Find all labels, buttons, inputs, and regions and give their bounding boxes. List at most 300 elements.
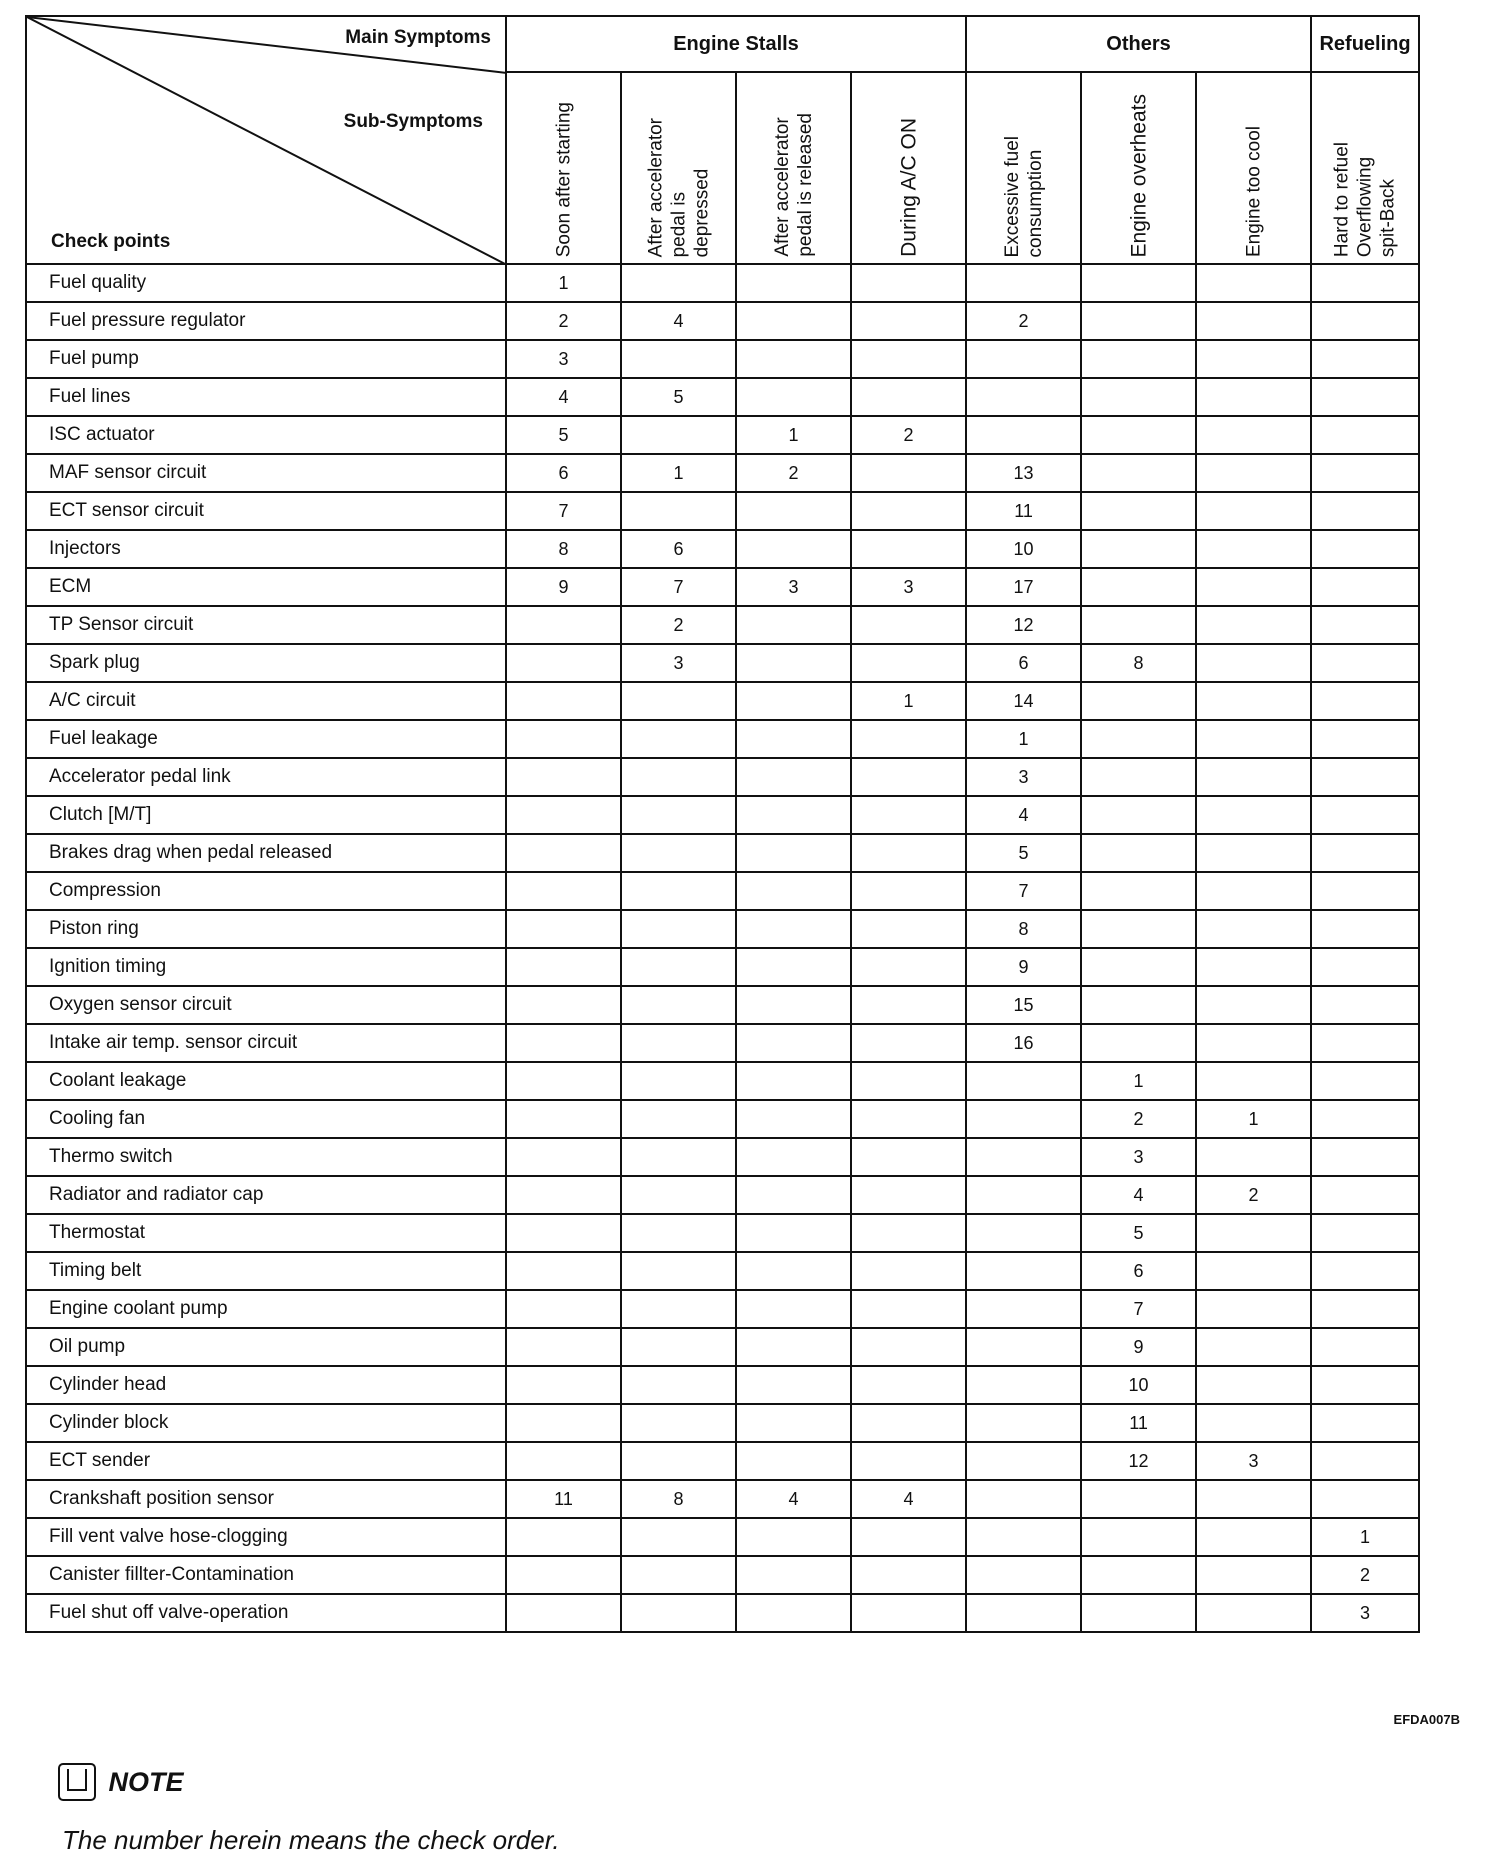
check-order-cell <box>1196 1328 1311 1366</box>
sub-symptom-line: During A/C ON <box>897 118 921 257</box>
check-order-cell <box>1081 606 1196 644</box>
check-order-cell <box>1311 644 1419 682</box>
check-order-cell <box>966 1480 1081 1518</box>
check-order-cell: 3 <box>736 568 851 606</box>
check-order-cell <box>736 1556 851 1594</box>
table-row <box>26 796 1419 834</box>
table-row <box>26 720 1419 758</box>
check-order-cell <box>966 1366 1081 1404</box>
check-order-cell <box>1081 340 1196 378</box>
table-row <box>26 1480 1419 1518</box>
check-order-cell <box>1196 1518 1311 1556</box>
check-order-cell <box>1081 948 1196 986</box>
table-row <box>26 1252 1419 1290</box>
check-point-label: TP Sensor circuit <box>26 606 506 644</box>
check-order-cell <box>506 872 621 910</box>
check-order-cell <box>1196 796 1311 834</box>
sub-symptom-line: After accelerator <box>771 117 793 257</box>
sub-symptoms-label: Sub-Symptoms <box>343 111 483 132</box>
check-order-cell <box>506 1556 621 1594</box>
check-order-cell: 5 <box>1081 1214 1196 1252</box>
check-order-cell <box>506 1328 621 1366</box>
table-row <box>26 1518 1419 1556</box>
check-order-cell <box>736 1290 851 1328</box>
check-order-cell <box>736 1062 851 1100</box>
check-order-cell <box>851 302 966 340</box>
check-order-cell <box>1196 1138 1311 1176</box>
sub-symptom-line: Engine overheats <box>1127 93 1151 257</box>
check-order-cell <box>851 378 966 416</box>
check-order-cell <box>1311 720 1419 758</box>
check-point-label: Clutch [M/T] <box>26 796 506 834</box>
sub-symptom-line: depressed <box>691 168 712 257</box>
check-order-cell <box>1311 910 1419 948</box>
check-order-cell <box>1081 834 1196 872</box>
check-order-cell <box>1311 1024 1419 1062</box>
check-order-cell: 9 <box>506 568 621 606</box>
check-order-cell: 3 <box>1196 1442 1311 1480</box>
check-order-cell <box>736 264 851 302</box>
check-order-cell <box>851 454 966 492</box>
check-point-label: Fuel pump <box>26 340 506 378</box>
check-order-cell <box>736 644 851 682</box>
check-order-cell <box>1196 492 1311 530</box>
check-order-cell <box>506 1442 621 1480</box>
check-order-cell <box>1196 340 1311 378</box>
check-order-cell: 3 <box>851 568 966 606</box>
check-point-label: Timing belt <box>26 1252 506 1290</box>
check-point-label: Fuel lines <box>26 378 506 416</box>
check-order-cell <box>1196 1556 1311 1594</box>
check-order-cell <box>1311 986 1419 1024</box>
check-order-cell <box>1311 1442 1419 1480</box>
check-order-cell <box>506 1518 621 1556</box>
check-order-cell <box>851 872 966 910</box>
check-order-cell: 8 <box>621 1480 736 1518</box>
main-symptoms-label: Main Symptoms <box>345 27 491 48</box>
table-row <box>26 986 1419 1024</box>
check-order-cell <box>621 1024 736 1062</box>
check-order-cell <box>1081 454 1196 492</box>
check-point-label: Ignition timing <box>26 948 506 986</box>
check-point-label: Injectors <box>26 530 506 568</box>
check-order-cell <box>621 1214 736 1252</box>
check-order-cell <box>736 1442 851 1480</box>
check-order-cell <box>736 1176 851 1214</box>
check-order-cell <box>1196 416 1311 454</box>
table-row <box>26 264 1419 302</box>
check-order-cell <box>1196 1024 1311 1062</box>
check-order-cell <box>851 948 966 986</box>
check-order-cell <box>736 302 851 340</box>
check-order-cell: 10 <box>966 530 1081 568</box>
check-order-cell <box>1311 302 1419 340</box>
check-order-cell <box>621 264 736 302</box>
check-order-cell <box>1311 1138 1419 1176</box>
check-order-cell <box>736 530 851 568</box>
check-order-cell: 4 <box>851 1480 966 1518</box>
check-order-cell <box>1311 1480 1419 1518</box>
check-order-cell <box>851 1062 966 1100</box>
check-order-cell <box>1196 1252 1311 1290</box>
check-order-cell: 11 <box>966 492 1081 530</box>
check-order-cell <box>736 682 851 720</box>
check-order-cell <box>1311 1176 1419 1214</box>
check-order-cell <box>621 720 736 758</box>
check-order-cell <box>1196 606 1311 644</box>
table-row <box>26 1290 1419 1328</box>
check-order-cell: 5 <box>966 834 1081 872</box>
check-order-cell: 2 <box>966 302 1081 340</box>
check-point-label: ECT sender <box>26 1442 506 1480</box>
check-order-cell: 7 <box>621 568 736 606</box>
sub-symptom-line: Overflowing <box>1354 156 1376 257</box>
check-order-cell <box>736 1404 851 1442</box>
check-point-label: ECM <box>26 568 506 606</box>
check-order-cell <box>851 1100 966 1138</box>
check-point-label: ECT sensor circuit <box>26 492 506 530</box>
check-order-cell <box>1081 1518 1196 1556</box>
check-order-cell <box>851 606 966 644</box>
check-order-cell <box>736 378 851 416</box>
table-row <box>26 872 1419 910</box>
check-order-cell <box>1196 1594 1311 1632</box>
check-order-cell <box>1311 492 1419 530</box>
check-order-cell <box>1081 1594 1196 1632</box>
check-point-label: A/C circuit <box>26 682 506 720</box>
sub-symptom-line: pedal is <box>668 191 689 257</box>
check-order-cell <box>851 1138 966 1176</box>
check-order-cell: 1 <box>736 416 851 454</box>
check-order-cell: 1 <box>1081 1062 1196 1100</box>
check-order-cell <box>506 1404 621 1442</box>
check-order-cell <box>966 1138 1081 1176</box>
check-order-cell: 15 <box>966 986 1081 1024</box>
check-order-cell <box>506 1252 621 1290</box>
check-order-cell <box>736 606 851 644</box>
sub-symptom-text <box>1331 142 1400 257</box>
check-order-cell <box>621 492 736 530</box>
check-order-cell <box>621 1062 736 1100</box>
check-order-cell <box>1081 1556 1196 1594</box>
check-order-cell <box>1196 986 1311 1024</box>
check-order-cell: 16 <box>966 1024 1081 1062</box>
table-row <box>26 834 1419 872</box>
check-order-cell <box>1196 910 1311 948</box>
check-order-cell: 4 <box>736 1480 851 1518</box>
check-order-cell <box>851 264 966 302</box>
note-text: The number herein means the check order. <box>62 1825 560 1855</box>
table-row <box>26 1442 1419 1480</box>
check-order-cell <box>506 758 621 796</box>
table-row <box>26 682 1419 720</box>
table-row <box>26 1138 1419 1176</box>
table-row <box>26 644 1419 682</box>
check-order-cell: 6 <box>966 644 1081 682</box>
check-order-cell: 2 <box>621 606 736 644</box>
check-order-cell <box>1311 948 1419 986</box>
table-row <box>26 1100 1419 1138</box>
table-row <box>26 1556 1419 1594</box>
check-order-cell <box>506 720 621 758</box>
check-order-cell <box>1311 568 1419 606</box>
check-order-cell <box>1311 378 1419 416</box>
check-order-cell <box>1196 530 1311 568</box>
check-point-label: Spark plug <box>26 644 506 682</box>
check-order-cell: 3 <box>1311 1594 1419 1632</box>
check-order-cell <box>621 834 736 872</box>
sub-symptom-text <box>552 102 575 257</box>
check-order-cell: 14 <box>966 682 1081 720</box>
sub-symptom-header <box>736 72 851 264</box>
check-order-cell <box>966 1214 1081 1252</box>
check-order-cell <box>966 1518 1081 1556</box>
check-order-cell: 4 <box>1081 1176 1196 1214</box>
check-order-cell <box>851 1518 966 1556</box>
check-order-cell <box>1196 1290 1311 1328</box>
check-order-cell <box>621 340 736 378</box>
check-order-cell: 5 <box>621 378 736 416</box>
table-row <box>26 1024 1419 1062</box>
check-order-cell <box>851 720 966 758</box>
check-order-cell <box>736 1328 851 1366</box>
check-order-cell <box>736 1518 851 1556</box>
check-order-cell <box>1311 1290 1419 1328</box>
table-row <box>26 1594 1419 1632</box>
check-order-cell <box>851 834 966 872</box>
table-row <box>26 1214 1419 1252</box>
check-point-label: Accelerator pedal link <box>26 758 506 796</box>
check-order-cell: 10 <box>1081 1366 1196 1404</box>
group-engine-stalls: Engine Stalls <box>506 16 966 72</box>
check-point-label: Coolant leakage <box>26 1062 506 1100</box>
check-order-cell <box>851 796 966 834</box>
check-order-cell <box>506 1062 621 1100</box>
check-order-cell <box>1196 758 1311 796</box>
check-order-cell <box>1081 530 1196 568</box>
check-order-cell: 4 <box>506 378 621 416</box>
check-order-cell <box>506 682 621 720</box>
check-order-cell: 1 <box>621 454 736 492</box>
group-refueling: Refueling <box>1311 16 1419 72</box>
check-order-cell: 1 <box>506 264 621 302</box>
check-order-cell <box>506 986 621 1024</box>
check-point-label: Fuel pressure regulator <box>26 302 506 340</box>
check-order-cell <box>1311 1366 1419 1404</box>
check-order-cell <box>736 986 851 1024</box>
check-points-label: Check points <box>51 231 171 252</box>
table-row <box>26 1176 1419 1214</box>
check-order-cell <box>621 910 736 948</box>
check-order-cell <box>966 1404 1081 1442</box>
check-point-label: Thermostat <box>26 1214 506 1252</box>
check-order-cell <box>1196 378 1311 416</box>
check-order-cell <box>1081 264 1196 302</box>
check-order-cell: 2 <box>851 416 966 454</box>
sub-symptom-header <box>851 72 966 264</box>
check-point-label: Fuel shut off valve-operation <box>26 1594 506 1632</box>
check-order-cell <box>621 796 736 834</box>
check-order-cell <box>1081 910 1196 948</box>
check-order-cell: 1 <box>1311 1518 1419 1556</box>
check-order-cell <box>506 910 621 948</box>
diagnosis-table <box>25 15 1420 1633</box>
check-order-cell: 8 <box>506 530 621 568</box>
check-point-label: Cylinder head <box>26 1366 506 1404</box>
sub-symptom-line: After accelerator <box>645 117 666 257</box>
check-order-cell <box>736 796 851 834</box>
table-row <box>26 378 1419 416</box>
check-order-cell <box>736 758 851 796</box>
check-order-cell <box>966 1176 1081 1214</box>
table-row <box>26 492 1419 530</box>
check-order-cell <box>1081 796 1196 834</box>
check-order-cell: 17 <box>966 568 1081 606</box>
check-order-cell <box>1311 454 1419 492</box>
check-order-cell <box>1081 416 1196 454</box>
check-order-cell <box>966 1442 1081 1480</box>
check-order-cell: 3 <box>966 758 1081 796</box>
check-order-cell <box>621 1404 736 1442</box>
check-point-label: Fuel leakage <box>26 720 506 758</box>
check-order-cell: 4 <box>621 302 736 340</box>
check-order-cell <box>1196 568 1311 606</box>
check-order-cell <box>966 1252 1081 1290</box>
check-order-cell <box>736 492 851 530</box>
check-order-cell <box>506 1138 621 1176</box>
sub-symptom-header <box>621 72 736 264</box>
check-order-cell <box>736 1366 851 1404</box>
check-order-cell <box>851 1556 966 1594</box>
check-order-cell <box>736 1138 851 1176</box>
table-row <box>26 758 1419 796</box>
check-order-cell <box>621 758 736 796</box>
check-order-cell <box>621 1518 736 1556</box>
check-order-cell: 7 <box>1081 1290 1196 1328</box>
sub-symptom-text <box>771 113 817 257</box>
check-order-cell <box>621 986 736 1024</box>
check-order-cell <box>1311 1214 1419 1252</box>
check-order-cell <box>1196 1404 1311 1442</box>
check-order-cell <box>851 1594 966 1632</box>
sub-symptom-text <box>1127 94 1150 257</box>
check-order-cell <box>1081 872 1196 910</box>
check-order-cell <box>1311 530 1419 568</box>
check-order-cell <box>1081 1480 1196 1518</box>
check-order-cell <box>506 948 621 986</box>
check-point-label: ISC actuator <box>26 416 506 454</box>
check-order-cell <box>851 986 966 1024</box>
check-order-cell <box>1196 1366 1311 1404</box>
check-order-cell <box>621 1290 736 1328</box>
check-order-cell <box>1311 682 1419 720</box>
check-order-cell <box>1196 454 1311 492</box>
check-order-cell <box>1196 1480 1311 1518</box>
check-order-cell <box>506 606 621 644</box>
sub-symptom-line: Hard to refuel <box>1331 141 1353 257</box>
book-icon <box>58 1763 96 1801</box>
check-order-cell <box>966 416 1081 454</box>
check-order-cell: 12 <box>966 606 1081 644</box>
sub-symptom-text <box>1242 126 1265 257</box>
check-order-cell <box>736 872 851 910</box>
check-order-cell <box>506 1024 621 1062</box>
check-order-cell <box>1081 720 1196 758</box>
table-row <box>26 454 1419 492</box>
check-order-cell: 1 <box>851 682 966 720</box>
check-order-cell <box>1311 1062 1419 1100</box>
check-order-cell <box>1311 1100 1419 1138</box>
check-order-cell: 1 <box>1196 1100 1311 1138</box>
check-order-cell <box>966 1062 1081 1100</box>
check-order-cell <box>506 1366 621 1404</box>
check-order-cell <box>851 1442 966 1480</box>
sub-symptom-header <box>1196 72 1311 264</box>
check-order-cell: 7 <box>966 872 1081 910</box>
check-order-cell <box>506 644 621 682</box>
check-point-label: Engine coolant pump <box>26 1290 506 1328</box>
check-point-label: Piston ring <box>26 910 506 948</box>
table-row <box>26 340 1419 378</box>
check-order-cell <box>851 1176 966 1214</box>
check-order-cell <box>1311 340 1419 378</box>
table-row <box>26 606 1419 644</box>
sub-symptom-line: Soon after starting <box>553 101 574 257</box>
check-order-cell <box>506 796 621 834</box>
check-order-cell: 3 <box>506 340 621 378</box>
sub-symptom-text <box>897 118 920 257</box>
check-order-cell <box>851 1366 966 1404</box>
check-order-cell <box>621 1328 736 1366</box>
check-order-cell <box>621 872 736 910</box>
table-row <box>26 302 1419 340</box>
check-order-cell <box>736 948 851 986</box>
check-order-cell: 13 <box>966 454 1081 492</box>
check-order-cell: 3 <box>621 644 736 682</box>
check-order-cell <box>1081 758 1196 796</box>
check-point-label: MAF sensor circuit <box>26 454 506 492</box>
check-order-cell <box>506 1594 621 1632</box>
check-order-cell <box>621 1252 736 1290</box>
sub-symptom-line: consumption <box>1024 149 1046 257</box>
check-order-cell <box>966 1100 1081 1138</box>
table-row <box>26 948 1419 986</box>
check-order-cell <box>966 1328 1081 1366</box>
check-order-cell <box>1081 986 1196 1024</box>
check-order-cell <box>621 1138 736 1176</box>
check-order-cell <box>1311 834 1419 872</box>
table-row <box>26 530 1419 568</box>
check-order-cell <box>506 1176 621 1214</box>
check-order-cell: 8 <box>966 910 1081 948</box>
check-point-label: Cooling fan <box>26 1100 506 1138</box>
check-order-cell <box>736 910 851 948</box>
check-order-cell <box>1081 682 1196 720</box>
check-order-cell: 2 <box>1196 1176 1311 1214</box>
check-order-cell: 8 <box>1081 644 1196 682</box>
check-point-label: Oil pump <box>26 1328 506 1366</box>
check-order-cell <box>1311 758 1419 796</box>
check-point-label: Oxygen sensor circuit <box>26 986 506 1024</box>
sub-symptom-line: Excessive fuel <box>1001 135 1023 257</box>
check-order-cell <box>1311 872 1419 910</box>
check-point-label: Fuel quality <box>26 264 506 302</box>
check-order-cell <box>966 1290 1081 1328</box>
check-order-cell <box>621 1442 736 1480</box>
check-order-cell <box>1196 644 1311 682</box>
sub-symptom-line: pedal is released <box>794 113 816 257</box>
check-order-cell: 2 <box>506 302 621 340</box>
